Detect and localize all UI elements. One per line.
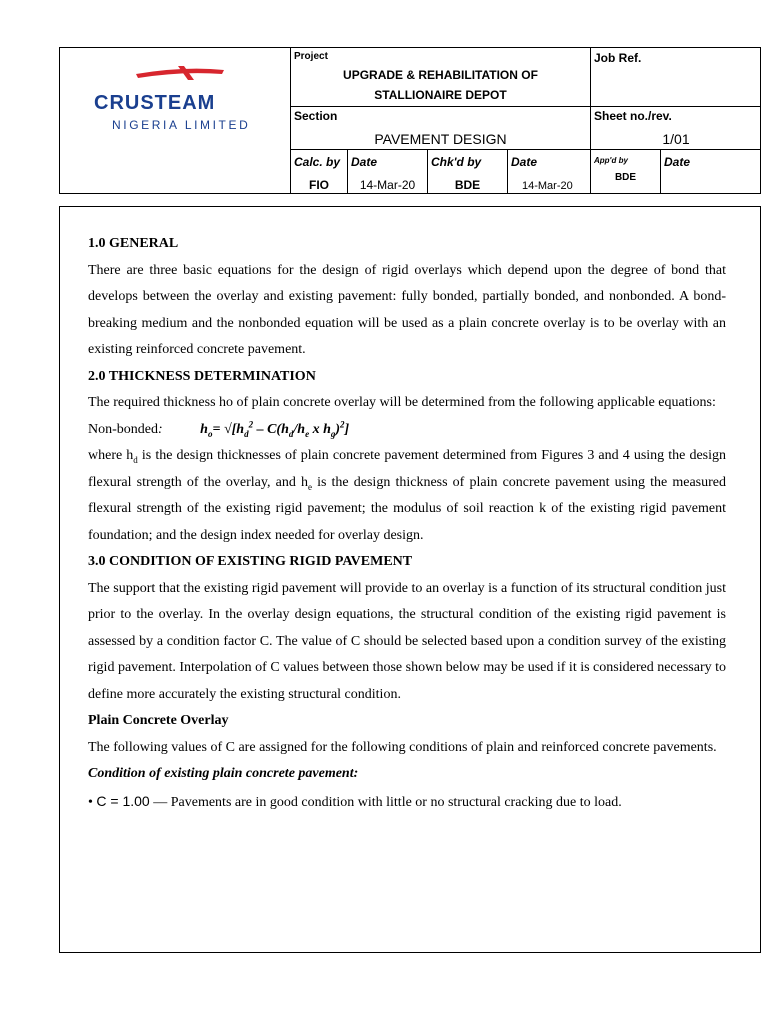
formula-line: [88, 417, 726, 444]
nonbonded-formula: $h_o= √[h_d^2 - C(h_d/h_e$ x $h_g)^2$]: [200, 418, 350, 439]
formula-label: Non-bonded: [88, 421, 158, 437]
chkd-by-label: Chk'd by: [431, 155, 482, 169]
sheet-label: Sheet no./rev.: [594, 109, 672, 123]
appd-by-value: BDE: [614, 172, 637, 183]
date-1-value: 14-Mar-20: [359, 178, 416, 192]
bullet-text: — Pavements are in good condition with little or no structural cracking due to load.: [149, 794, 622, 810]
project-label: Project: [294, 51, 328, 62]
bullet-c-value: C = 1.00: [96, 792, 150, 809]
plain-concrete-overlay-paragraph: The following values of C are assigned for the following conditions of plain and reinforced concrete pavements.: [88, 739, 717, 755]
logo-name: CRUSTEAM: [94, 92, 216, 114]
where-paragraph: where $h_d$ is the design thicknesses of plain concrete pavement determined from Figures 3 and 4 using the design flexural strength of the overlay, and $h_e$ is the design thickness of plain concrete pavement using the measured flexural strength of the existing rigid pavement; the modulus of soil reaction k of the existing rigid pavement foundation; and the design index needed for overlay design.: [88, 448, 727, 543]
job-ref-label: Job Ref.: [594, 51, 642, 65]
calc-by-label: Calc. by: [294, 155, 341, 169]
section-2-heading: 2.0 THICKNESS DETERMINATION: [88, 368, 316, 384]
section-label: Section: [294, 109, 338, 123]
section-3-paragraph: The support that the existing rigid pavement will provide to an overlay is a function of its structural condition just prior to the overlay. In the overlay design equations, the structural condition of the existing rigid pavement is assessed by a condition factor C. The value of C should be selected based upon a condition survey of the existing rigid pavement. Interpolation of C values between those shown below may be used if it is considered necessary to define more accurately the existing structural condition.: [88, 580, 726, 702]
date-3-label: Date: [664, 155, 691, 169]
section-value: PAVEMENT DESIGN: [374, 131, 507, 147]
section-1-heading: 1.0 GENERAL: [88, 236, 179, 251]
section-3-heading: 3.0 CONDITION OF EXISTING RIGID PAVEMENT: [88, 554, 413, 569]
document-body: [88, 231, 726, 816]
content-box: [59, 206, 761, 953]
sheet-value: 1/01: [662, 131, 690, 147]
project-line-2: STALLIONAIRE DEPOT: [374, 88, 507, 102]
appd-by-label: App'd by: [594, 156, 628, 165]
title-block: [59, 47, 761, 194]
date-1-label: Date: [351, 155, 378, 169]
condition-heading: Condition of existing plain concrete pavement:: [88, 766, 359, 781]
logo-subtitle: NIGERIA LIMITED: [112, 118, 251, 132]
section-1-paragraph: There are three basic equations for the design of rigid overlays which depend upon the degree of bond that develops between the overlay and existing pavement: fully bonded, partially bonded, and nonbonded. A bond-breaking medium and the nonbonded equation will be used as a plain concrete overlay is to be overlay with an existing reinforced concrete pavement.: [88, 262, 726, 357]
plain-concrete-overlay-heading: Plain Concrete Overlay: [88, 713, 229, 728]
project-line-1: UPGRADE & REHABILITATION OF: [343, 68, 538, 82]
section-2-paragraph: The required thickness ho of plain concrete overlay will be determined from the following applicable equations:: [88, 395, 716, 410]
date-2-value: 14-Mar-20: [522, 180, 573, 192]
calc-by-value: FIO: [309, 178, 329, 192]
chkd-by-value: BDE: [454, 178, 481, 192]
bullet-icon: •: [88, 794, 97, 810]
company-logo: [74, 64, 284, 132]
date-2-label: Date: [511, 155, 538, 169]
condition-bullet: [88, 788, 726, 817]
formula-colon: :: [158, 421, 163, 437]
